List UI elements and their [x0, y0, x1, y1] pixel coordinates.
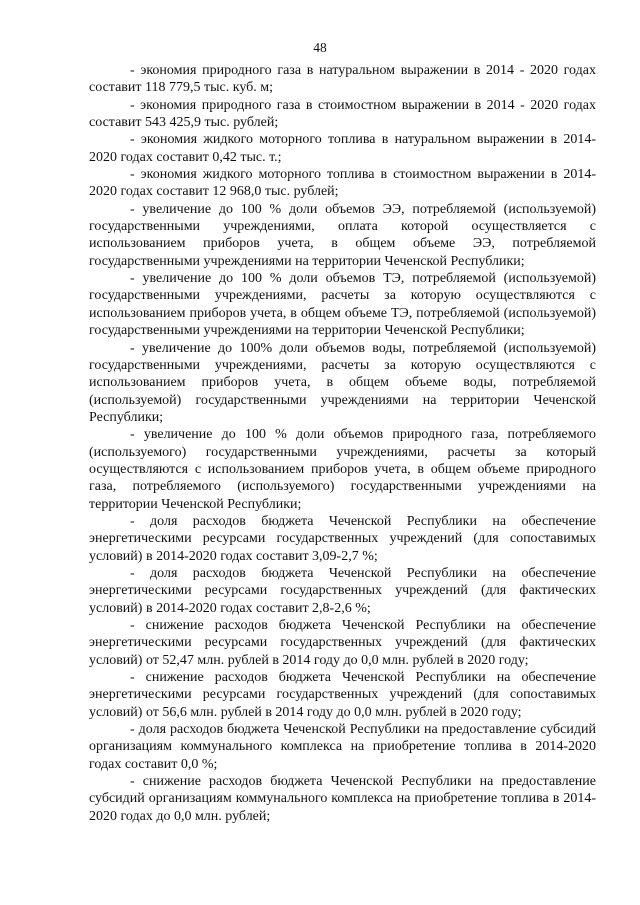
- paragraph-budget-share-comparable: - доля расходов бюджета Чеченской Республики на обеспечение энергетическими ресурсами государственных учреждений (для сопоставимых условий) в 2014-2020 годах составит 3,09-2,7 %;: [89, 513, 596, 564]
- paragraph-budget-share-actual: - доля расходов бюджета Чеченской Республики на обеспечение энергетическими ресурсами государственных учреждений (для фактических условий) в 2014-2020 годах составит 2,8-2,6 %;: [89, 565, 596, 616]
- paragraph-subsidy-reduction: - снижение расходов бюджета Чеченской Республики на предоставление субсидий организациям коммунального комплекса на приобретение топлива в 2014-2020 годах до 0,0 млн. рублей;: [89, 774, 596, 824]
- paragraph-gas-metering: - увеличение до 100 % доли объемов природного газа, потребляемого (используемого) государственными учреждениями, расчеты за который осуществляются с использованием приборов учета, в общем объеме природного газа, потребляемого (используемого) государственными учреждениями на территории Чеченской Республики;: [89, 427, 596, 512]
- paragraph-subsidy-share: - доля расходов бюджета Чеченской Республики на предоставление субсидий организациям коммунального комплекса на приобретение топлива в 2014-2020 годах составит 0,0 %;: [89, 722, 596, 772]
- body-text: [89, 62, 596, 825]
- paragraph-gas-savings-cost: - экономия природного газа в стоимостном выражении в 2014 - 2020 годах составит 543 425,9 тыс. рублей;: [89, 97, 596, 131]
- paragraph-water-metering: - увеличение до 100% доли объемов воды, потребляемой (используемой) государственными учреждениями, расчеты за которую осуществляются с использованием приборов учета, в общем объеме воды, потребляемой (используемой) государственными учреждениями на территории Чеченской Республики;: [89, 340, 596, 425]
- paragraph-electricity-metering: - увеличение до 100 % доли объемов ЭЭ, потребляемой (используемой) государственными учреждениями, оплата которой осуществляется с использованием приборов учета, в общем объеме ЭЭ, потребляемой государственными учреждениями на территории Чеченской Республики;: [89, 201, 596, 269]
- page-number: 48: [313, 40, 327, 55]
- paragraph-fuel-savings-cost: - экономия жидкого моторного топлива в стоимостном выражении в 2014-2020 годах составит 12 968,0 тыс. рублей;: [89, 167, 596, 200]
- paragraph-budget-reduction-actual: - снижение расходов бюджета Чеченской Республики на обеспечение энергетическими ресурсами государственных учреждений (для фактических условий) от 52,47 млн. рублей в 2014 году до 0,0 млн. рублей в 2020 году;: [89, 618, 596, 668]
- paragraph-heat-metering: - увеличение до 100 % доли объемов ТЭ, потребляемой (используемой) государственными учреждениями, расчеты за которую осуществляются с использованием приборов учета, в общем объеме ТЭ, потребляемой (используемой) государственными учреждениями на территории Чеченской Республики;: [89, 271, 596, 339]
- paragraph-budget-reduction-comparable: - снижение расходов бюджета Чеченской Республики на обеспечение энергетическими ресурсами государственных учреждений (для сопоставимых условий) от 56,6 млн. рублей в 2014 году до 0,0 млн. рублей в 2020 году;: [89, 670, 596, 720]
- paragraph-fuel-savings-volume: - экономия жидкого моторного топлива в натуральном выражении в 2014-2020 годах составит 0,42 тыс. т.;: [89, 132, 596, 165]
- paragraph-gas-savings-volume: - экономия природного газа в натуральном выражении в 2014 - 2020 годах составит 118 779,5 тыс. куб. м;: [89, 63, 596, 96]
